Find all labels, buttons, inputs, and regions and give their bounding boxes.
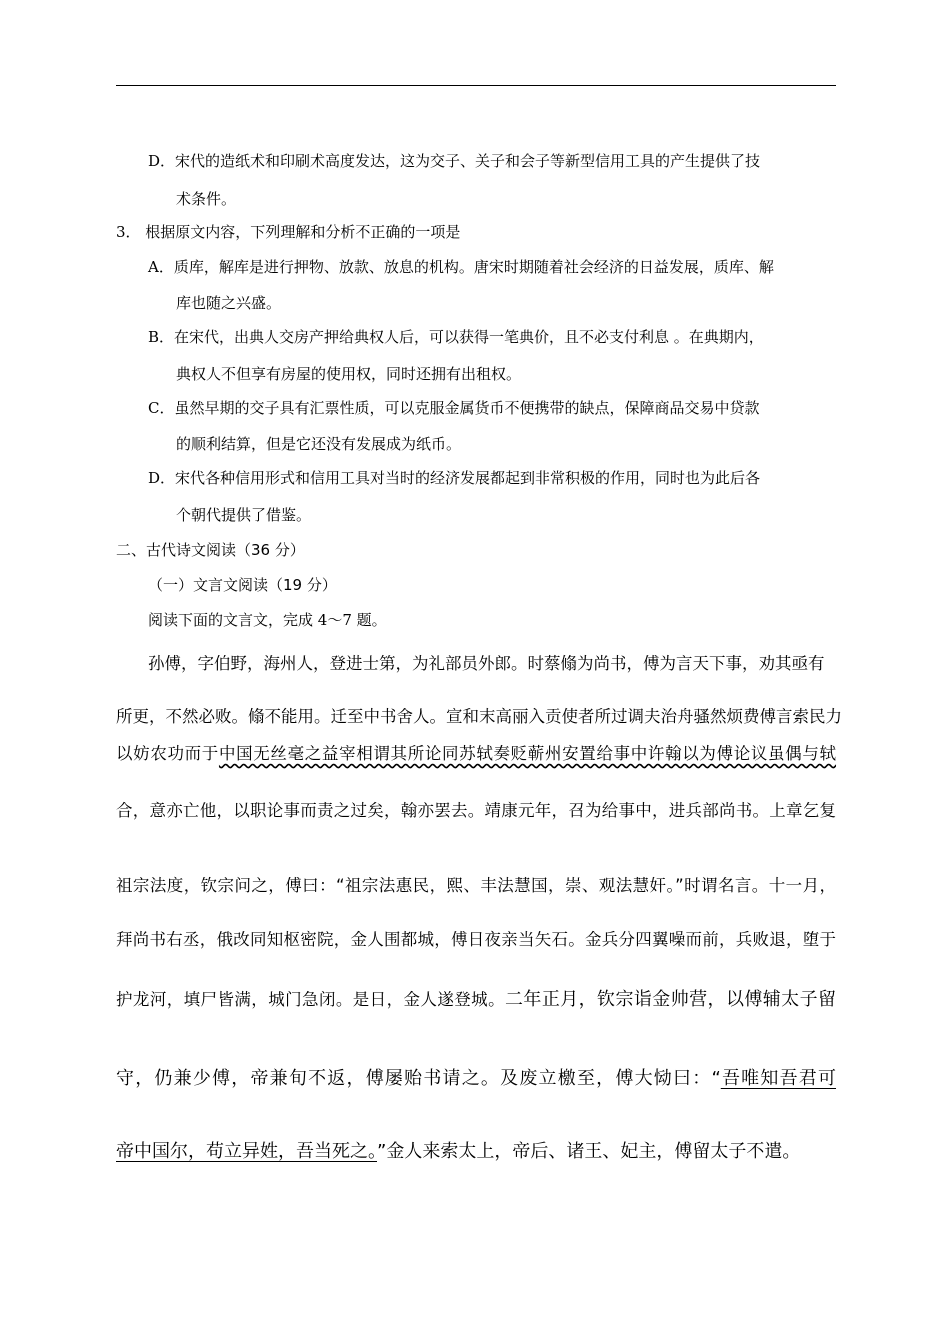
passage-line-7 (116, 988, 836, 1012)
option-label: D． (148, 469, 176, 487)
passage-line-1: 孙傅，字伯野，海州人，登进士第，为礼部员外郎。时蔡翛为尚书，傅为言天下事，劝其亟有 (148, 654, 825, 673)
open-quote: “ (711, 1068, 721, 1089)
passage-line-9 (116, 1140, 800, 1164)
option-text: 虽然早期的交子具有汇票性质，可以克服金属货币不便携带的缺点，保障商品交易中贷款 (174, 399, 760, 417)
q3-option-d-line2: 个朝代提供了借鉴。 (176, 506, 312, 524)
q3-option-b-line1 (148, 327, 764, 347)
instruction-text: 阅读下面的文言文，完成 4～7 题。 (148, 611, 387, 629)
option-label: C． (148, 399, 175, 417)
q2-option-d-line2: 术条件。 (176, 190, 237, 208)
passage-segment: 护龙河，填尸皆满，城门急闭。是日，金人遂登城。 (116, 990, 505, 1009)
option-text: 质库，解库是进行押物、放款、放息的机构。唐宋时期随着社会经济的日益发展，质库、解 (173, 258, 774, 276)
section-title: 二、古代诗文阅读（36 分） (116, 541, 305, 559)
option-label: A． (148, 258, 174, 276)
option-label: D． (148, 152, 176, 170)
option-text: 宋代各种信用形式和信用工具对当时的经济发展都起到非常积极的作用，同时也为此后各 (175, 469, 761, 487)
passage-line-6: 拜尚书右丞，俄改同知枢密院，金人围都城，傅日夜亲当矢石。金兵分四翼噪而前，兵败退，堕于 (116, 930, 836, 949)
passage-line-2: 所更，不然必败。翛不能用。迁至中书舍人。宣和末高丽入贡使者所过调夫治舟骚然烦费傅言索民力 (116, 707, 842, 726)
q3-option-b-line2: 典权人不但享有房屋的使用权，同时还拥有出租权。 (176, 365, 522, 383)
q3-option-c-line1 (148, 398, 760, 418)
passage-segment: ”金人来索太上，帝后、诸王、妃主，傅留太子不遣。 (377, 1141, 801, 1162)
passage-line-8 (116, 1067, 836, 1091)
q3-option-c-line2: 的顺利结算，但是它还没有发展成为纸币。 (176, 435, 462, 453)
q2-option-d-line1 (148, 151, 760, 171)
passage-segment-large: 二年正月，钦宗诣金帅营，以傅辅太子留 (505, 989, 837, 1010)
q3-option-a-line1 (148, 257, 774, 277)
passage-line-5: 祖宗法度，钦宗问之，傅曰：“祖宗法惠民，熙、丰法慧国，崇、观法慧奸。”时谓名言。十一月， (116, 876, 836, 895)
q3-option-d-line1 (148, 468, 760, 488)
q3-option-a-line2: 库也随之兴盛。 (176, 294, 282, 312)
passage-line-3 (116, 743, 836, 765)
option-text: 宋代的造纸术和印刷术高度发达，这为交子、关子和会子等新型信用工具的产生提供了技 (175, 152, 761, 170)
section-subtitle: （一）文言文阅读（19 分） (148, 576, 337, 594)
option-label: B． (148, 328, 175, 346)
q3-stem: 3． 根据原文内容，下列理解和分析不正确的一项是 (116, 223, 461, 241)
wavy-underlined-text: 中国无丝毫之益宰相谓其所论同苏轼奏贬蕲州安置给事中许翰以为傅论议虽偶与轼 (218, 744, 837, 763)
header-rule (116, 85, 836, 86)
passage-line-4: 合，意亦亡他，以职论事而责之过矣，翰亦罢去。靖康元年，召为给事中，进兵部尚书。上章乞复 (116, 801, 836, 820)
underlined-sentence-part2: 帝中国尔，苟立异姓，吾当死之。 (116, 1141, 377, 1162)
passage-segment: 以妨农功而于 (116, 744, 219, 763)
passage-segment: 守，仍兼少傅，帝兼旬不返，傅屡贻书请之。及废立檄至，傅大恸曰： (116, 1068, 712, 1089)
underlined-sentence-part1: 吾唯知吾君可 (720, 1068, 837, 1089)
option-text: 在宋代，出典人交房产押给典权人后，可以获得一笔典价，且不必支付利息 。在典期内， (174, 328, 764, 346)
